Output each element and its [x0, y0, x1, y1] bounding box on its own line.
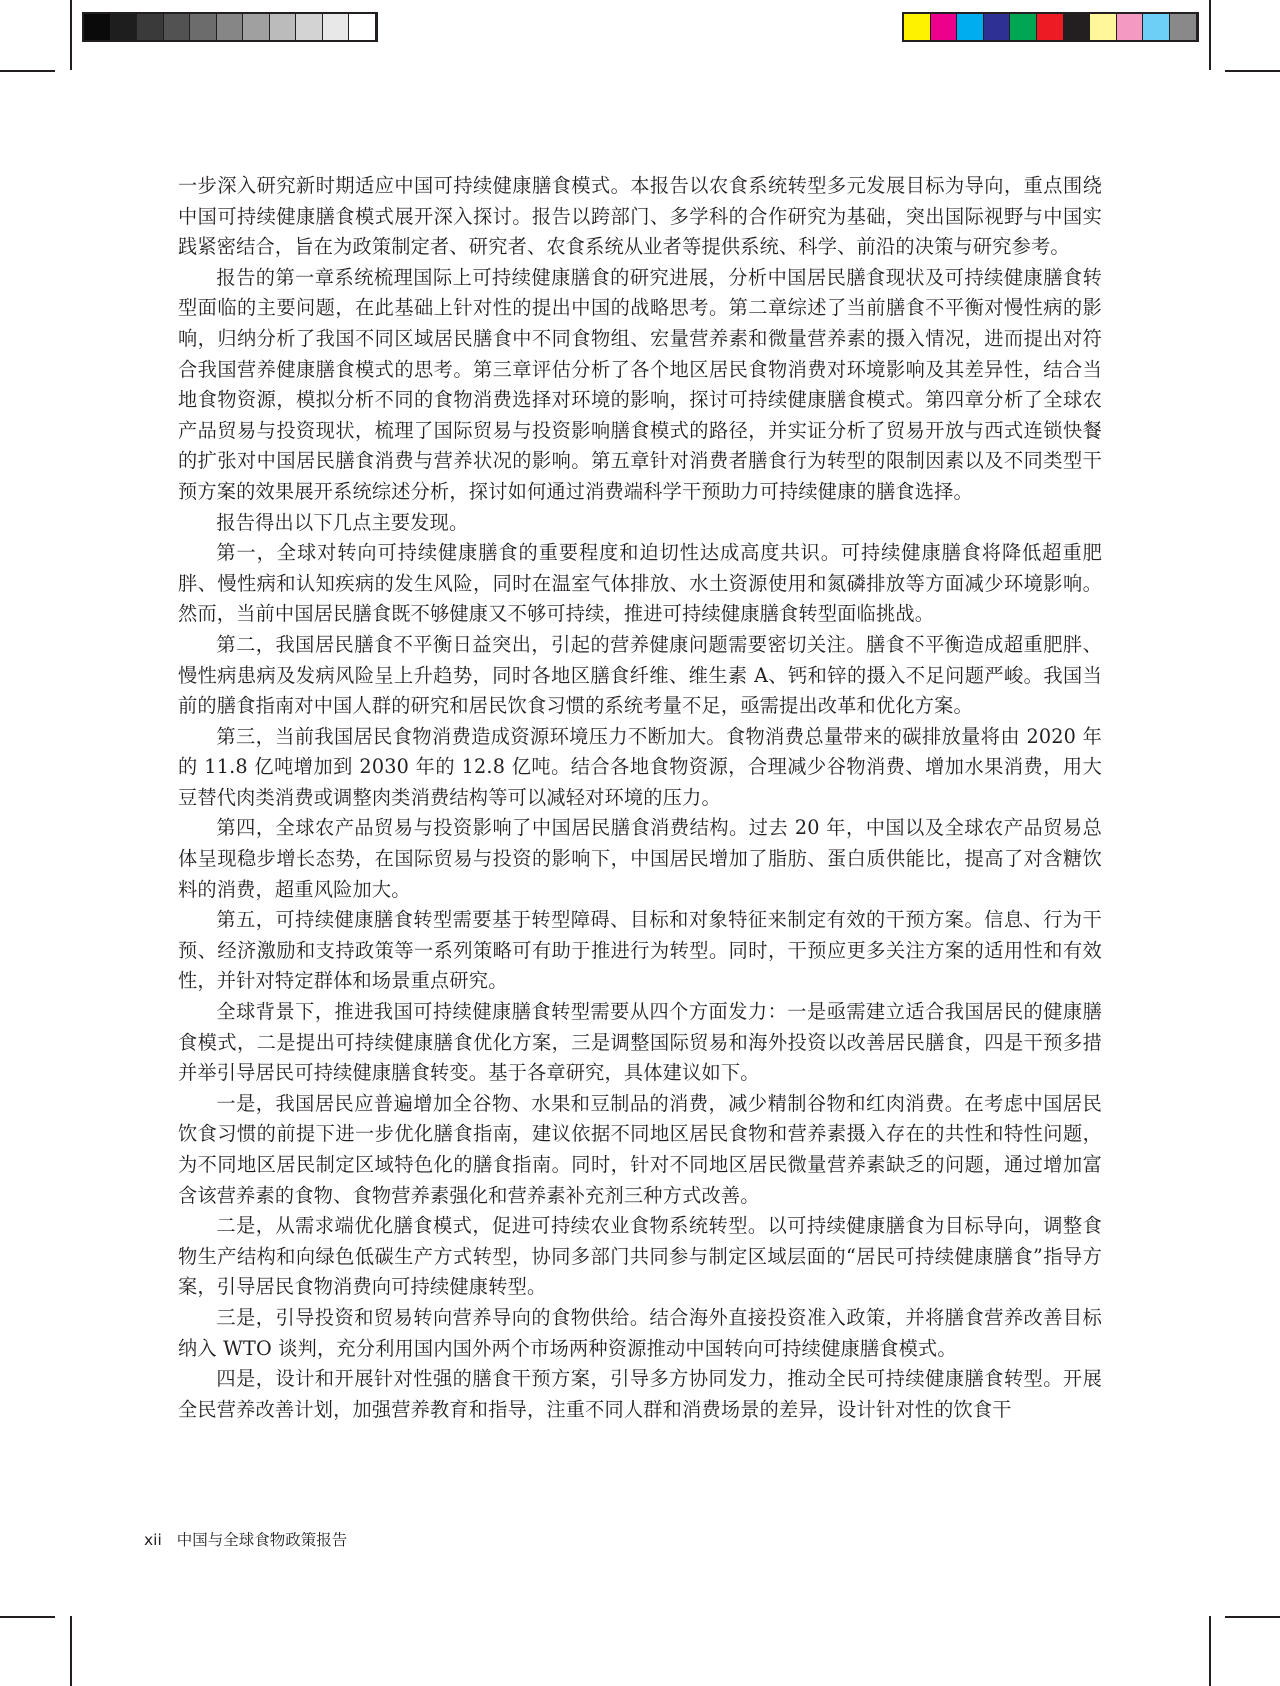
color-swatch — [904, 14, 931, 40]
gray-swatch — [296, 14, 323, 40]
crop-mark-bottom-left-v — [70, 1616, 72, 1686]
color-swatch — [1010, 14, 1037, 40]
paragraph: 报告得出以下几点主要发现。 — [216, 510, 469, 534]
paragraph: 第一，全球对转向可持续健康膳食的重要程度和迫切性达成高度共识。可持续健康膳食将降低超重肥胖、慢性病和认知疾病的发生风险，同时在温室气体排放、水土资源使用和氮磷排放等方面减少环境影响。然而，当前中国居民膳食既不够健康又不够可持续，推进可持续健康膳食转型面临挑战。 — [178, 541, 1102, 626]
gray-swatch — [111, 14, 138, 40]
paragraph: 一步深入研究新时期适应中国可持续健康膳食模式。本报告以农食系统转型多元发展目标为导向，重点围绕中国可持续健康膳食模式展开深入探讨。报告以跨部门、多学科的合作研究为基础，突出国际视野与中国实践紧密结合，旨在为政策制定者、研究者、农食系统从业者等提供系统、科学、前沿的决策与研究参考。 — [178, 174, 1102, 259]
crop-mark-top-left-v — [70, 0, 72, 70]
color-calibration-bar — [902, 12, 1199, 42]
color-swatch — [1143, 14, 1170, 40]
paragraph: 报告的第一章系统梳理国际上可持续健康膳食的研究进展，分析中国居民膳食现状及可持续健康膳食转型面临的主要问题，在此基础上针对性的提出中国的战略思考。第二章综述了当前膳食不平衡对慢性病的影响，归纳分析了我国不同区域居民膳食中不同食物组、宏量营养素和微量营养素的摄入情况，进而提出对符合我国营养健康膳食模式的思考。第三章评估分析了各个地区居民食物消费对环境影响及其差异性，结合当地食物资源，模拟分析不同的食物消费选择对环境的影响，探讨可持续健康膳食模式。第四章分析了全球农产品贸易与投资现状，梳理了国际贸易与投资影响膳食模式的路径，并实证分析了贸易开放与西式连锁快餐的扩张对中国居民膳食消费与营养状况的影响。第五章针对消费者膳食行为转型的限制因素以及不同类型干预方案的效果展开系统综述分析，探讨如何通过消费端科学干预助力可持续健康的膳食选择。 — [178, 265, 1102, 503]
gray-swatch — [164, 14, 191, 40]
page-footer — [144, 1528, 347, 1550]
gray-swatch — [349, 14, 376, 40]
body-text — [178, 171, 1102, 1425]
paragraph: 四是，设计和开展针对性强的膳食干预方案，引导多方协同发力，推动全民可持续健康膳食转型。开展全民营养改善计划，加强营养教育和指导，注重不同人群和消费场景的差异，设计针对性的饮食干 — [178, 1367, 1102, 1421]
page-number: xii — [144, 1531, 162, 1549]
color-swatch — [957, 14, 984, 40]
color-swatch — [931, 14, 958, 40]
running-title: 中国与全球食物政策报告 — [176, 1531, 348, 1549]
gray-swatch — [243, 14, 270, 40]
gray-swatch — [137, 14, 164, 40]
crop-mark-top-left-h — [0, 70, 55, 72]
crop-mark-bottom-right-v — [1209, 1616, 1211, 1686]
crop-mark-top-right-v — [1209, 0, 1211, 70]
paragraph: 三是，引导投资和贸易转向营养导向的食物供给。结合海外直接投资准入政策，并将膳食营养改善目标纳入 WTO 谈判，充分利用国内国外两个市场两种资源推动中国转向可持续健康膳食模式。 — [178, 1305, 1102, 1360]
paragraph: 一是，我国居民应普遍增加全谷物、水果和豆制品的消费，减少精制谷物和红肉消费。在考虑中国居民饮食习惯的前提下进一步优化膳食指南，建议依据不同地区居民食物和营养素摄入存在的共性和特性问题，为不同地区居民制定区域特色化的膳食指南。同时，针对不同地区居民微量营养素缺乏的问题，通过增加富含该营养素的食物、食物营养素强化和营养素补充剂三种方式改善。 — [178, 1091, 1102, 1207]
color-swatch — [1037, 14, 1064, 40]
paragraph: 第四，全球农产品贸易与投资影响了中国居民膳食消费结构。过去 20 年，中国以及全球农产品贸易总体呈现稳步增长态势，在国际贸易与投资的影响下，中国居民增加了脂肪、蛋白质供能比，提高了对含糖饮料的消费，超重风险加大。 — [178, 816, 1102, 901]
gray-swatch — [217, 14, 244, 40]
gray-swatch — [270, 14, 297, 40]
paragraph: 第二，我国居民膳食不平衡日益突出，引起的营养健康问题需要密切关注。膳食不平衡造成超重肥胖、慢性病患病及发病风险呈上升趋势，同时各地区膳食纤维、维生素 A、钙和锌的摄入不足问题严峻。我国当前的膳食指南对中国人群的研究和居民饮食习惯的系统考量不足，亟需提出改革和优化方案。 — [178, 632, 1102, 718]
color-swatch — [1064, 14, 1091, 40]
gray-swatch — [84, 14, 111, 40]
gray-swatch — [323, 14, 350, 40]
color-swatch — [984, 14, 1011, 40]
color-swatch — [1090, 14, 1117, 40]
paragraph: 全球背景下，推进我国可持续健康膳食转型需要从四个方面发力：一是亟需建立适合我国居民的健康膳食模式，二是提出可持续健康膳食优化方案，三是调整国际贸易和海外投资以改善居民膳食，四是干预多措并举引导居民可持续健康膳食转变。基于各章研究，具体建议如下。 — [178, 1000, 1102, 1085]
paragraph: 二是，从需求端优化膳食模式，促进可持续农业食物系统转型。以可持续健康膳食为目标导向，调整食物生产结构和向绿色低碳生产方式转型，协同多部门共同参与制定区域层面的“居民可持续健康膳食”指导方案，引导居民食物消费向可持续健康转型。 — [178, 1214, 1102, 1299]
grayscale-calibration-bar — [82, 12, 378, 42]
paragraph: 第三，当前我国居民食物消费造成资源环境压力不断加大。食物消费总量带来的碳排放量将由 2020 年的 11.8 亿吨增加到 2030 年的 12.8 亿吨。结合各地食物资源，合理减少谷物消费、增加水果消费，用大豆替代肉类消费或调整肉类消费结构等可以减轻对环境的压力。 — [178, 724, 1102, 809]
crop-mark-top-right-h — [1225, 70, 1280, 72]
gray-swatch — [190, 14, 217, 40]
color-swatch — [1170, 14, 1197, 40]
crop-mark-bottom-right-h — [1225, 1616, 1280, 1618]
color-swatch — [1117, 14, 1144, 40]
crop-mark-bottom-left-h — [0, 1616, 55, 1618]
paragraph: 第五，可持续健康膳食转型需要基于转型障碍、目标和对象特征来制定有效的干预方案。信息、行为干预、经济激励和支持政策等一系列策略可有助于推进行为转型。同时，干预应更多关注方案的适用性和有效性，并针对特定群体和场景重点研究。 — [178, 908, 1102, 993]
